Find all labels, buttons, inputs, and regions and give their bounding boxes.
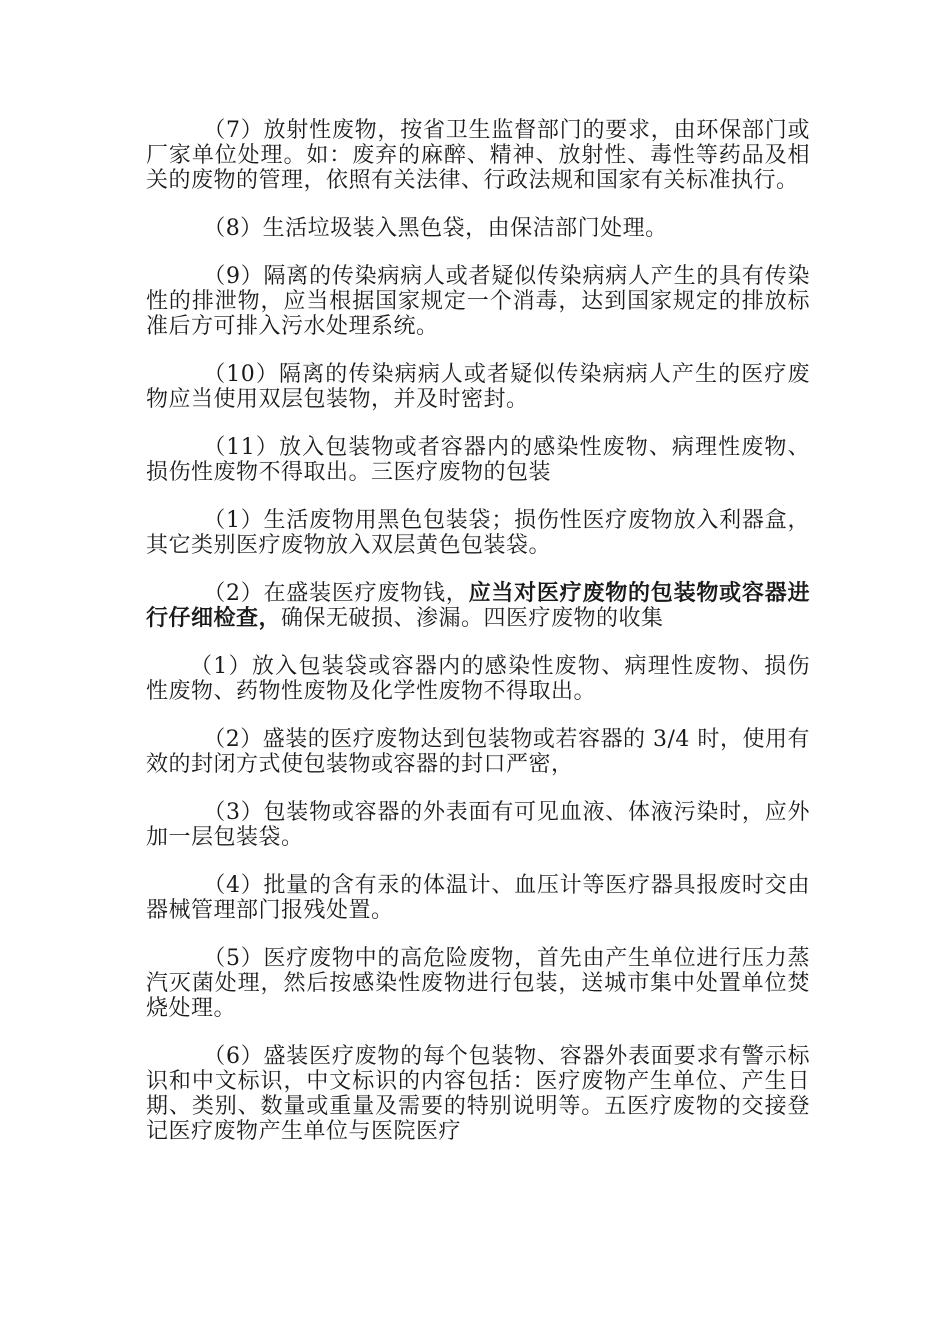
packaging-item-2-lead: （2）在盛装医疗废物钱， <box>203 581 469 606</box>
paragraph-item-8: （8）生活垃圾装入黑色袋，由保洁部门处理。 <box>203 216 668 241</box>
collection-item-4: （4）批量的含有汞的体温计、血压计等医疗器具报废时交由器械管理部门报残处置。 <box>146 873 810 923</box>
packaging-item-2-tail: 确保无破损、渗漏。四医疗废物的收集 <box>281 606 664 631</box>
collection-item-1: （1）放入包装袋或容器内的感染性废物、病理性废物、损伤性废物、药物性废物及化学性废物不得取出。 <box>146 654 810 704</box>
paragraph-item-9: （9）隔离的传染病病人或者疑似传染病病人产生的具有传染性的排泄物，应当根据国家规定一个消毒，达到国家规定的排放标准后方可排入污水处理系统。 <box>146 264 810 339</box>
paragraph-item-11: （11）放入包装物或者容器内的感染性废物、病理性废物、损伤性废物不得取出。三医疗废物的包装 <box>146 435 810 485</box>
collection-item-6: （6）盛装医疗废物的每个包装物、容器外表面要求有警示标识和中文标识，中文标识的内容包括：医疗废物产生单位、产生日期、类别、数量或重量及需要的特别说明等。五医疗废物的交接登记医疗废物产生单位与医院医疗 <box>146 1044 810 1144</box>
packaging-item-2 <box>146 581 810 631</box>
collection-item-5: （5）医疗废物中的高危险废物，首先由产生单位进行压力蒸汽灭菌处理，然后按感染性废物进行包装，送城市集中处置单位焚烧处理。 <box>146 946 810 1021</box>
paragraph-item-10: （10）隔离的传染病病人或者疑似传染病病人产生的医疗废物应当使用双层包装物，并及时密封。 <box>146 362 810 412</box>
packaging-item-2-emphasis: 应当对医疗废物的包装物或容器进行仔细检查， <box>146 580 810 631</box>
collection-item-3: （3）包装物或容器的外表面有可见血液、体液污染时，应外加一层包装袋。 <box>146 800 810 850</box>
packaging-item-1: （1）生活废物用黑色包装袋；损伤性医疗废物放入利器盒，其它类别医疗废物放入双层黄色包装袋。 <box>146 508 810 558</box>
document-body <box>146 118 810 1165</box>
paragraph-item-7: （7）放射性废物，按省卫生监督部门的要求，由环保部门或厂家单位处理。如：废弃的麻醉、精神、放射性、毒性等药品及相关的废物的管理，依照有关法律、行政法规和国家有关标准执行。 <box>146 118 810 193</box>
collection-item-2: （2）盛装的医疗废物达到包装物或若容器的 3/4 时，使用有效的封闭方式使包装物或容器的封口严密， <box>146 727 810 777</box>
